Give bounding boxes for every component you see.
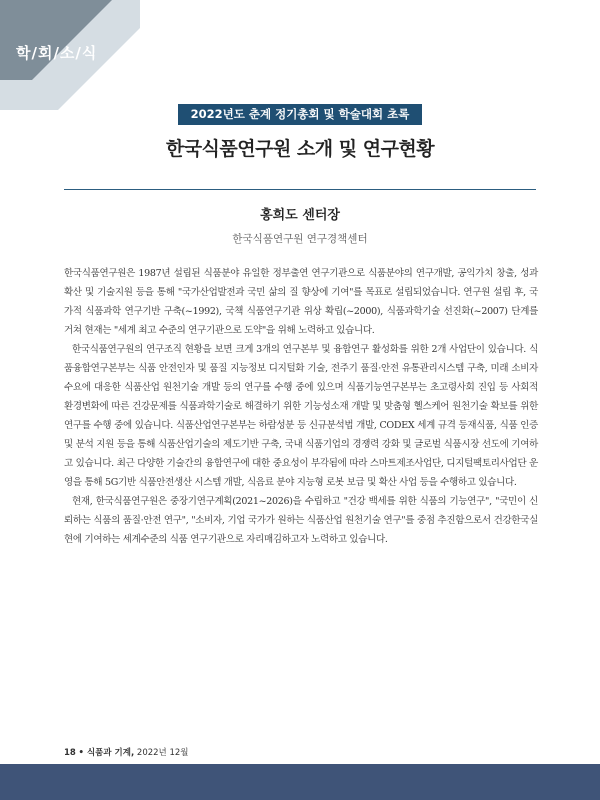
page-footer <box>64 746 188 758</box>
footer-bullet: • <box>78 748 87 758</box>
article-body <box>64 264 538 549</box>
author-affiliation: 한국식품연구원 연구경책센터 <box>232 233 368 245</box>
bottom-band <box>0 764 600 800</box>
article-title: 한국식품연구원 소개 및 연구현황 <box>165 138 435 160</box>
author-name: 홍희도 센터장 <box>260 208 340 223</box>
section-corner-badge <box>0 0 140 110</box>
body-paragraph: 현재, 한국식품연구원은 중장기연구계획(2021~2026)을 수립하고 "건강 백세를 위한 식품의 기능연구", "국민이 신뢰하는 식품의 품질·안전 연구", "소비자, 기업 국가가 원하는 식품산업 원천기술 연구"를 중점 추진함으로서 건강한국실현에 기여하는 세계수준의 식품 연구기관으로 자리매김하고자 노력하고 있습니다. <box>64 496 538 545</box>
body-paragraph: 한국식품연구원은 1987년 설립된 식품분야 유일한 정부출연 연구기관으로 식품분야의 연구개발, 공익가치 창출, 성과확산 및 기술지원 등을 통해 "국가산업발전과 국민 삶의 질 향상에 기여"를 목표로 설립되었습니다. 연구원 설립 후, 국가적 식품과학 연구기반 구축(~1992), 국책 식품연구기관 위상 확립(~2000), 식품과학기술 선진화(~2007) 단계를 거쳐 현재는 "세계 최고 수준의 연구기관으로 도약"을 위해 노력하고 있습니다. <box>64 268 538 336</box>
title-divider <box>64 189 536 190</box>
issue-date: 2022년 12월 <box>136 748 189 758</box>
magazine-name: 식품과 기계, <box>86 748 135 758</box>
page-number: 18 <box>64 748 76 758</box>
section-label: 학/회/소/식 <box>16 44 98 62</box>
event-tag: 2022년도 춘계 정기총회 및 학술대회 초록 <box>178 104 422 125</box>
body-paragraph: 한국식품연구원의 연구조직 현황을 보면 크게 3개의 연구본부 및 융합연구 활성화를 위한 2개 사업단이 있습니다. 식품융합연구본부는 식품 안전인자 및 품질 지능정보 디지털화 기술, 전주기 품질·안전 유통관리시스템 구축, 미래 소비자 수요에 대응한 식품산업 원천기술 개발 등의 연구를 수행 중에 있으며 식품기능연구본부는 초고령사회 진입 등 사회적 환경변화에 따른 건강문제를 식품과학기술로 해결하기 위한 기능성소재 개발 및 맞춤형 헬스케어 원천기술 확보를 위한 연구를 수행 중에 있습니다. 식품산업연구본부는 하람성분 등 신규분석법 개발, CODEX 세계 규격 등재식품, 식품 인증 및 분석 지원 등을 통해 식품산업기술의 제도기반 구축, 국내 식품기업의 경쟁력 강화 및 글로벌 식품시장 선도에 기여하고 있습니다. 최근 다양한 기술간의 융합연구에 대한 중요성이 부각됨에 따라 스마트제조사업단, 디지털팩토리사업단 운영을 통해 5G기반 식품안전생산 시스템 개발, 식음료 분야 지능형 로봇 보급 및 확산 사업 등을 수행하고 있습니다. <box>64 344 538 488</box>
